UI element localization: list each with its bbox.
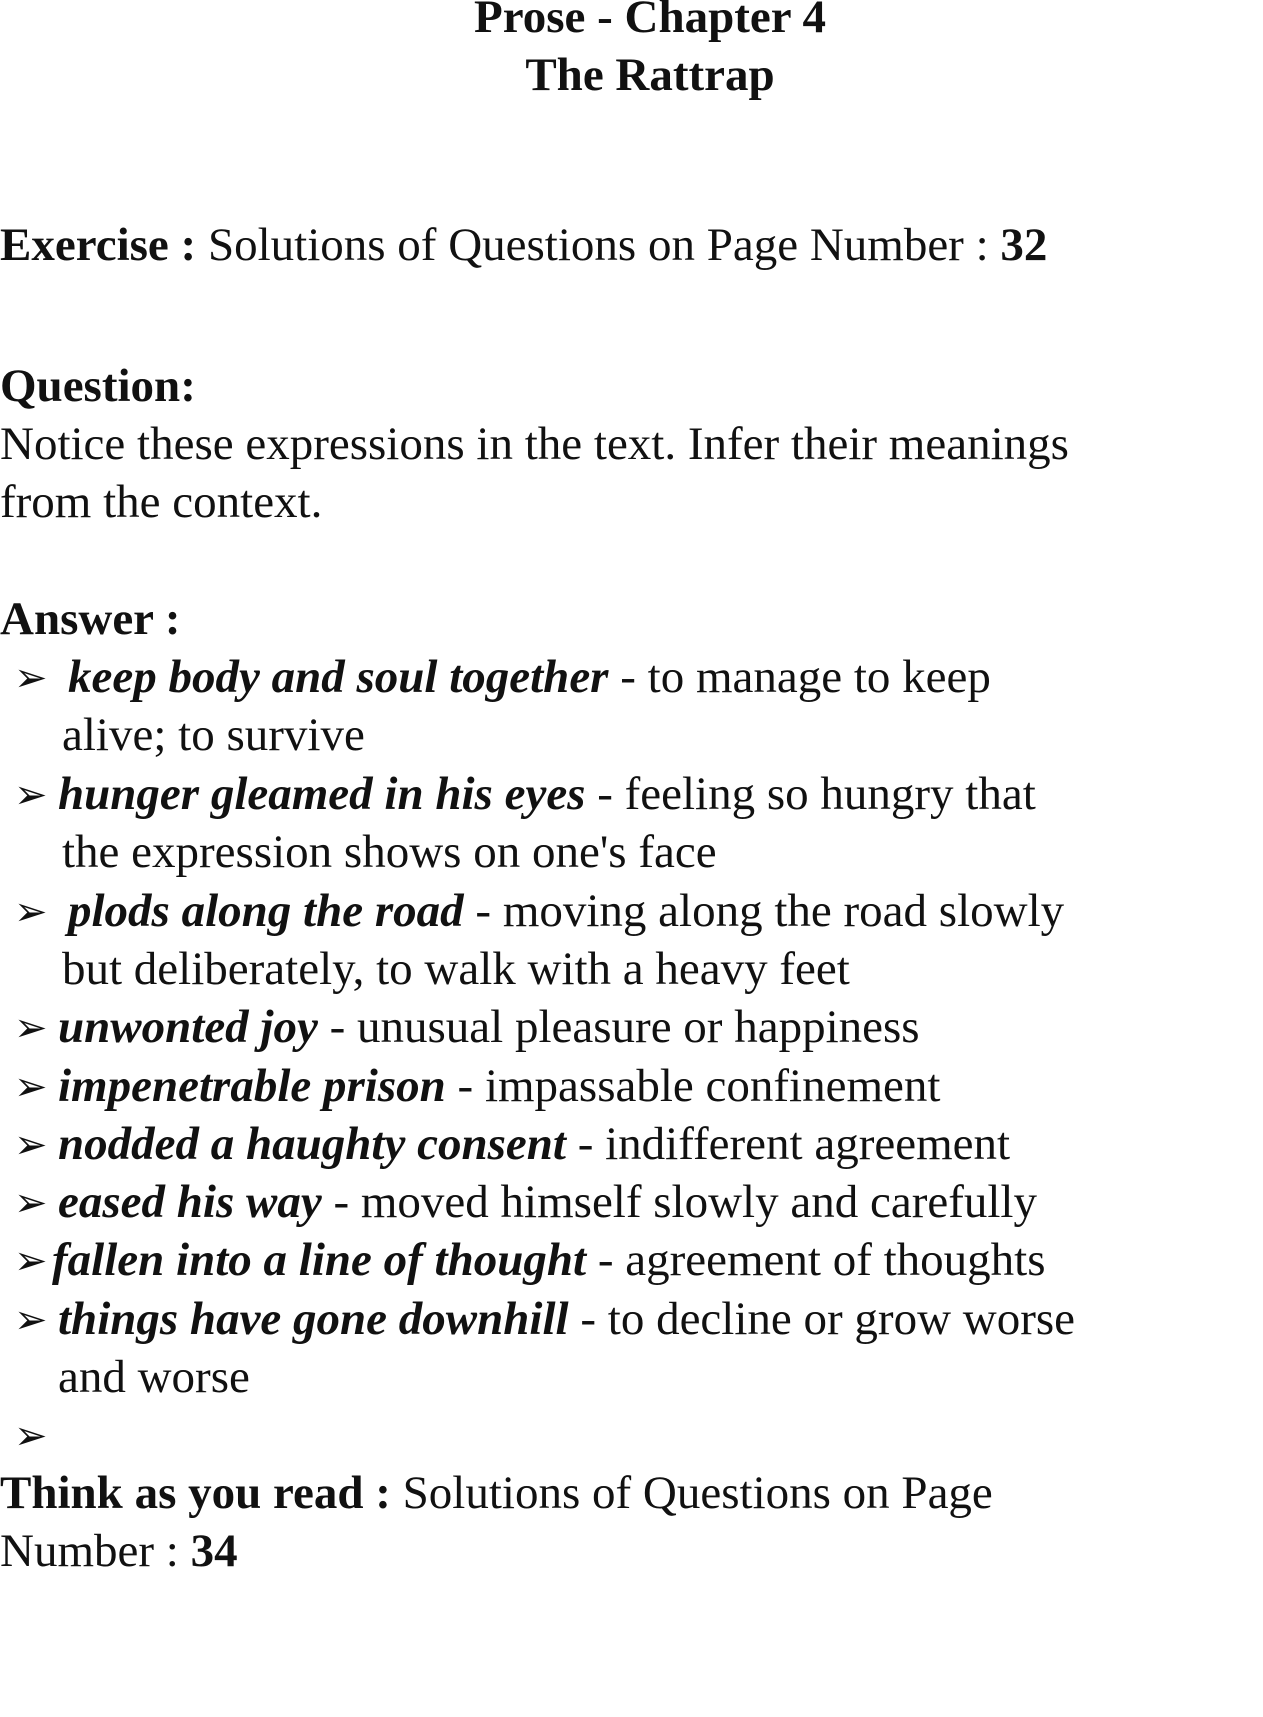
think-line-2 (0, 1520, 238, 1582)
bullet-arrow-icon: ➢ (14, 1413, 48, 1458)
chapter-subtitle: The Rattrap (525, 49, 775, 101)
expression-meaning: moved himself slowly and carefully (360, 1176, 1037, 1228)
bullet-arrow-icon: ➢ (14, 772, 48, 817)
exercise-label: Exercise : (0, 219, 197, 271)
separator: - (321, 1176, 361, 1228)
bullet-arrow-icon: ➢ (14, 1238, 48, 1283)
question-label: Question: (0, 360, 196, 412)
expression-meaning: to manage to keep (647, 651, 991, 703)
separator: - (608, 651, 648, 703)
separator: - (565, 1118, 606, 1170)
question-text-line-2: from the context. (0, 476, 323, 528)
answer-label: Answer : (0, 593, 181, 645)
bullet-arrow-icon: ➢ (14, 1064, 48, 1109)
separator: - (585, 768, 625, 820)
expression-meaning-continued: and worse (58, 1351, 250, 1403)
chapter-header (0, 0, 1263, 106)
chapter-title: Prose - Chapter 4 (473, 0, 827, 43)
think-page-number: 34 (190, 1525, 238, 1577)
separator: - (317, 1001, 358, 1053)
expression-meaning: agreement of thoughts (625, 1234, 1046, 1286)
expression-term: things have gone downhill (58, 1293, 569, 1345)
expression-term: impenetrable prison (58, 1060, 446, 1112)
expression-meaning-continued: the expression shows on one's face (62, 826, 717, 878)
separator: - (445, 1060, 485, 1112)
exercise-line (0, 214, 1047, 276)
separator: - (568, 1293, 608, 1345)
bullet-arrow-icon: ➢ (14, 1005, 48, 1050)
think-label: Think as you read : (0, 1467, 391, 1519)
bullet-arrow-icon: ➢ (14, 1180, 48, 1225)
expression-meaning-continued: alive; to survive (62, 709, 365, 761)
expression-term: eased his way (58, 1176, 322, 1228)
bullet-arrow-icon: ➢ (14, 889, 48, 934)
question-text-line-1: Notice these expressions in the text. Infer their meanings (0, 418, 1069, 470)
think-line (0, 1462, 993, 1524)
exercise-text: Solutions of Questions on Page Number : (207, 219, 989, 271)
expression-term: fallen into a line of thought (52, 1234, 587, 1286)
bullet-arrow-icon: ➢ (14, 1122, 48, 1167)
think-text: Solutions of Questions on Page (402, 1467, 993, 1519)
expression-term: nodded a haughty consent (58, 1118, 566, 1170)
expression-meaning-continued: but deliberately, to walk with a heavy feet (62, 943, 850, 995)
bullet-arrow-icon: ➢ (14, 655, 48, 700)
expression-meaning: unusual pleasure or happiness (357, 1001, 920, 1053)
expression-meaning: feeling so hungry that (624, 768, 1036, 820)
expression-meaning: impassable confinement (484, 1060, 941, 1112)
expression-meaning: to decline or grow worse (607, 1293, 1076, 1345)
expression-term: unwonted joy (58, 1001, 318, 1053)
expression-term: plods along the road (68, 885, 464, 937)
expression-term: keep body and soul together (68, 651, 609, 703)
separator: - (586, 1234, 626, 1286)
exercise-page-number: 32 (1000, 219, 1048, 271)
expression-meaning: moving along the road slowly (502, 885, 1065, 937)
separator: - (463, 885, 503, 937)
bullet-arrow-icon: ➢ (14, 1297, 48, 1342)
expression-meaning: indifferent agreement (605, 1118, 1011, 1170)
expression-term: hunger gleamed in his eyes (58, 768, 586, 820)
think-text-continued: Number : (0, 1525, 179, 1577)
